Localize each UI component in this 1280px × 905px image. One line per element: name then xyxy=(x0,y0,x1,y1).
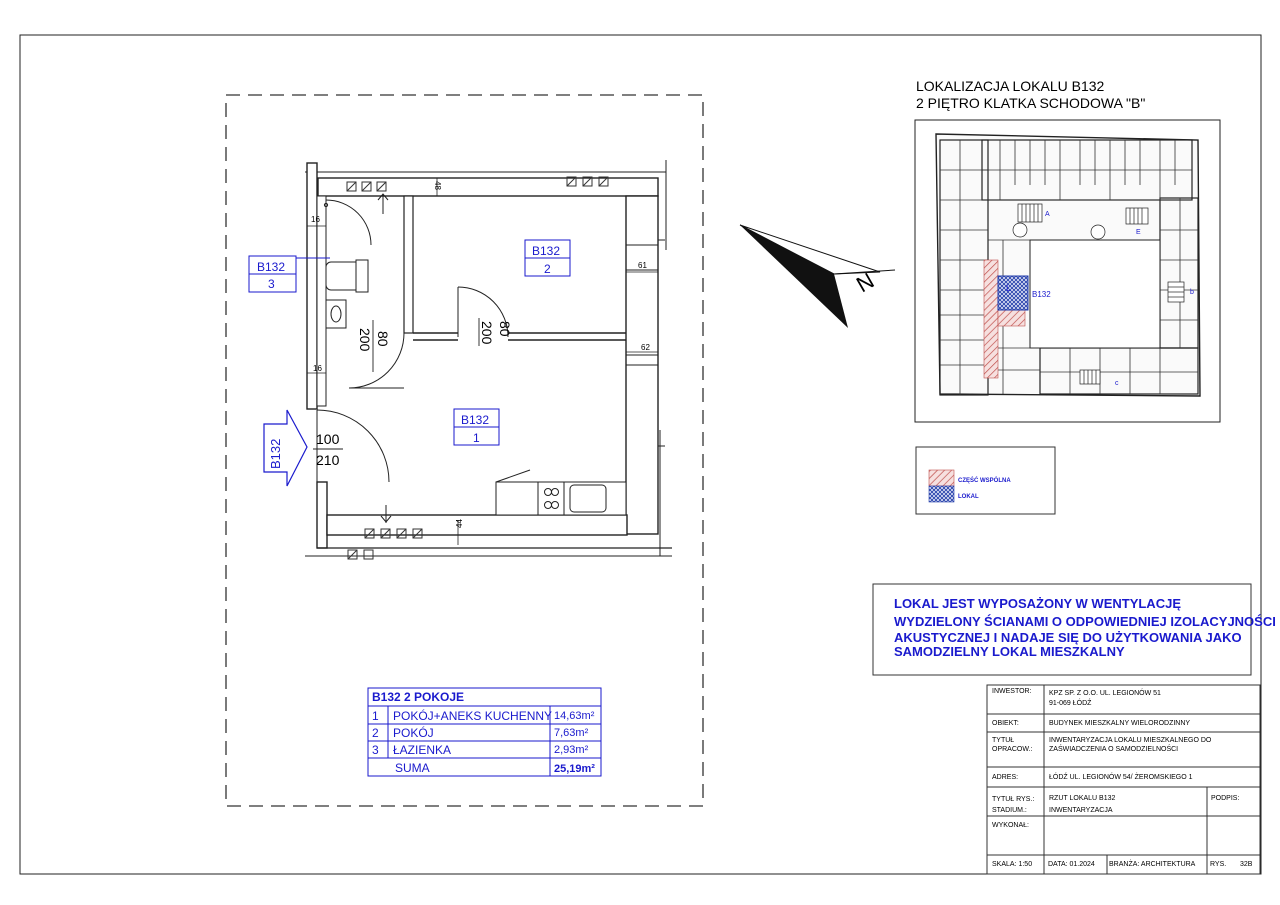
address-label: ADRES: xyxy=(992,774,1019,781)
object-value: BUDYNEK MIESZKALNY WIELORODZINNY xyxy=(1049,720,1191,727)
location-title-1: LOKALIZACJA LOKALU B132 xyxy=(916,78,1105,94)
date-label: DATA: 01.2024 xyxy=(1048,861,1095,868)
row-3-name: ŁAZIENKA xyxy=(393,743,452,757)
sign-label: PODPIS: xyxy=(1211,795,1240,802)
row-2-name: POKÓJ xyxy=(393,726,434,740)
legend-label-unit: LOKAL xyxy=(958,494,979,500)
room-2-code: B132 xyxy=(532,244,561,258)
author-label: WYKONAŁ: xyxy=(992,822,1029,829)
drawing-label-2: STADIUM.: xyxy=(992,807,1027,814)
dim-48: 48 xyxy=(433,181,442,190)
legend-label-common: CZĘŚĆ WSPÓLNA xyxy=(958,478,1011,484)
location-title-2: 2 PIĘTRO KLATKA SCHODOWA "B" xyxy=(916,95,1146,111)
row-1-name: POKÓJ+ANEKS KUCHENNY xyxy=(393,709,553,723)
notice-line-2: WYDZIELONY ŚCIANAMI O ODPOWIEDNIEJ IZOLACYJNOŚCI xyxy=(894,614,1276,629)
row-2-area: 7,63m² xyxy=(554,727,589,739)
rys-value: 32B xyxy=(1240,861,1253,868)
bath-door-height: 200 xyxy=(357,328,373,352)
north-arrow xyxy=(740,225,895,328)
notice-line-4: SAMODZIELNY LOKAL MIESZKALNY xyxy=(894,644,1125,659)
title-label-1: TYTUŁ xyxy=(992,737,1015,744)
room-3-number: 3 xyxy=(268,277,275,291)
entry-door-height: 210 xyxy=(316,452,340,468)
sum-value: 25,19m² xyxy=(554,763,595,775)
room-3-code: B132 xyxy=(257,260,286,274)
row-1-no: 1 xyxy=(372,709,379,723)
room2-door-height: 200 xyxy=(479,321,495,345)
room-1-code: B132 xyxy=(461,413,490,427)
bath-door-width: 80 xyxy=(375,331,391,347)
dim-16-bottom: 16 xyxy=(313,364,322,373)
dim-44: 44 xyxy=(455,519,464,528)
title-value-1: INWENTARYZACJA LOKALU MIESZKALNEGO DO xyxy=(1049,737,1212,744)
stair-tag-l: L xyxy=(1006,283,1012,293)
title-value-2: ZAŚWIADCZENIA O SAMODZIELNOŚCI xyxy=(1049,746,1179,753)
stair-tag-c: c xyxy=(1115,380,1119,387)
row-3-area: 2,93m² xyxy=(554,744,589,756)
scale-label: SKALA: 1:50 xyxy=(992,861,1033,868)
drawing-value-1: RZUT LOKALU B132 xyxy=(1049,795,1116,802)
entrance-label: B132 xyxy=(268,438,283,469)
stair-tag-e: E xyxy=(1136,229,1141,236)
common-area-hatch xyxy=(984,260,998,378)
rooms-table xyxy=(368,688,601,776)
key-plan-unit-tag: B132 xyxy=(1032,290,1051,299)
rooms-table-header: B132 2 POKOJE xyxy=(372,690,465,704)
legend-swatch-unit xyxy=(929,486,954,502)
legend xyxy=(916,447,1055,514)
notice-line-1: LOKAL JEST WYPOSAŻONY W WENTYLACJĘ xyxy=(894,596,1181,611)
legend-swatch-common xyxy=(929,470,954,486)
room-label-2 xyxy=(525,240,570,276)
dim-16-top: 16 xyxy=(311,215,320,224)
drawing-label-1: TYTUŁ RYS.: xyxy=(992,796,1035,803)
room-1-number: 1 xyxy=(473,431,480,445)
notice-box xyxy=(873,584,1276,675)
floor-plan xyxy=(305,160,672,559)
row-2-no: 2 xyxy=(372,726,379,740)
unit-hatch xyxy=(998,276,1028,310)
title-label-2: OPRACOW.: xyxy=(992,746,1033,753)
north-label: N xyxy=(852,267,879,298)
investor-line-2: 91-069 ŁÓDŹ xyxy=(1049,700,1092,707)
room-2-number: 2 xyxy=(544,262,551,276)
room-label-1 xyxy=(454,409,499,445)
row-3-no: 3 xyxy=(372,743,379,757)
rys-label: RYS. xyxy=(1210,861,1227,868)
dim-61: 61 xyxy=(638,261,647,270)
investor-label: INWESTOR: xyxy=(992,688,1032,695)
title-block xyxy=(987,685,1260,874)
stair-tag-a: A xyxy=(1045,211,1050,218)
drawing-value-2: INWENTARYZACJA xyxy=(1049,807,1113,814)
investor-line-1: KPZ SP. Z O.O. UL. LEGIONÓW 51 xyxy=(1049,690,1161,697)
object-label: OBIEKT: xyxy=(992,720,1019,727)
address-value: ŁÓDŹ UL. LEGIONÓW 54/ ŻEROMSKIEGO 1 xyxy=(1049,774,1193,781)
branch-label: BRANŻA: ARCHITEKTURA xyxy=(1109,861,1196,868)
dim-62: 62 xyxy=(641,343,650,352)
sum-label: SUMA xyxy=(395,761,430,775)
row-1-area: 14,63m² xyxy=(554,710,595,722)
room2-door-width: 80 xyxy=(497,321,513,337)
notice-line-3: AKUSTYCZNEJ I NADAJE SIĘ DO UŻYTKOWANIA JAKO xyxy=(894,630,1242,645)
entrance-arrow xyxy=(264,410,307,486)
entry-door-width: 100 xyxy=(316,431,340,447)
stair-tag-b: b xyxy=(1190,289,1194,296)
key-plan xyxy=(915,120,1220,422)
